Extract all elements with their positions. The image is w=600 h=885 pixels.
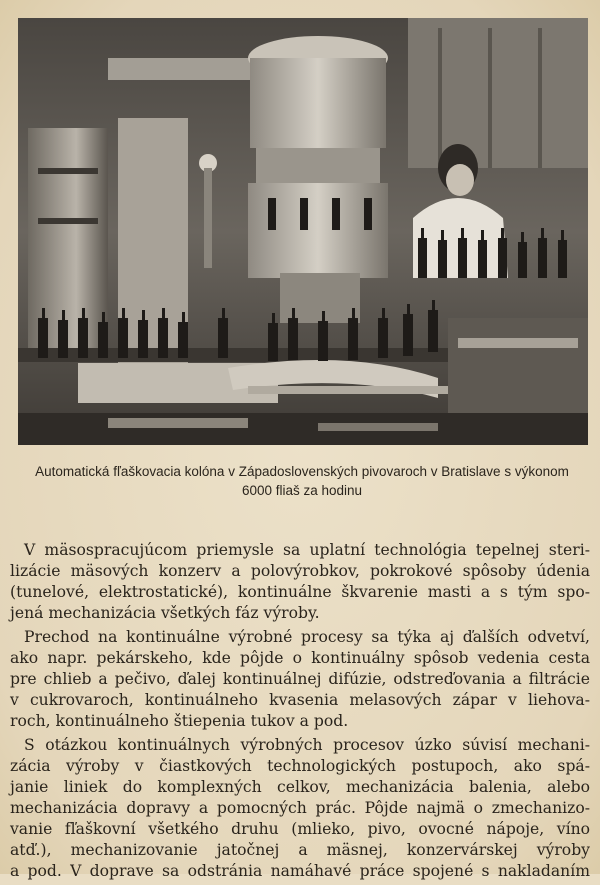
text-line: mechanizácia dopravy a pomocných prác. Pôjde najmä o zmechanizo-	[10, 799, 590, 817]
text-line: atď.), mechanizovanie jatočnej a mäsnej, konzervárskej výroby	[10, 841, 590, 859]
text-line: S otázkou kontinuálnych výrobných procesov úzko súvisí mechani-	[24, 736, 590, 754]
text-line: zácia výroby v čiastkových technologických postupoch, ako spá-	[10, 757, 590, 775]
paragraph	[10, 540, 590, 624]
photo-caption	[16, 462, 588, 500]
text-line: a pod. V doprave sa odstránia namáhavé práce spojené s nakladaním	[10, 862, 590, 880]
text-line: vanie fľaškovní všetkého druhu (mlieko, pivo, ovocné nápoje, víno	[10, 820, 590, 838]
paragraph	[10, 627, 590, 732]
text-line: lizácie mäsových konzerv a polovýrobkov, pokrokové spôsoby údenia	[10, 562, 590, 580]
text-line: V mäsospracujúcom priemysle sa uplatní technológia tepelnej steri-	[24, 541, 590, 559]
text-line: janie liniek do komplexných celkov, mechanizácia balenia, alebo	[10, 778, 590, 796]
text-line: ako napr. pekárskeho, kde pôjde o kontinuálny spôsob vedenia cesta	[10, 649, 590, 667]
text-line: Prechod na kontinuálne výrobné procesy sa týka aj ďalších odvetví,	[24, 628, 590, 646]
text-line: pre chlieb a pečivo, ďalej kontinuálnej difúzie, odstreďovania a filtrácie	[10, 670, 590, 688]
paragraph	[10, 735, 590, 882]
text-line: jená mechanizácia všetkých fáz výroby.	[10, 604, 320, 622]
text-line: (tunelové, elektrostatické), kontinuálne škvarenie masti a s tým spo-	[10, 583, 590, 601]
bottling-line-photo	[18, 18, 588, 445]
text-line: v cukrovaroch, kontinuálneho kvasenia melasových zápar v liehova-	[10, 691, 590, 709]
text-line: roch, kontinuálneho štiepenia tukov a pod.	[10, 712, 349, 730]
article-body	[10, 540, 590, 885]
caption-line: Automatická fľaškovacia kolóna v Západoslovenských pivovaroch v Bratislave s výkonom	[35, 464, 569, 479]
caption-line: 6000 fliaš za hodinu	[241, 483, 363, 498]
